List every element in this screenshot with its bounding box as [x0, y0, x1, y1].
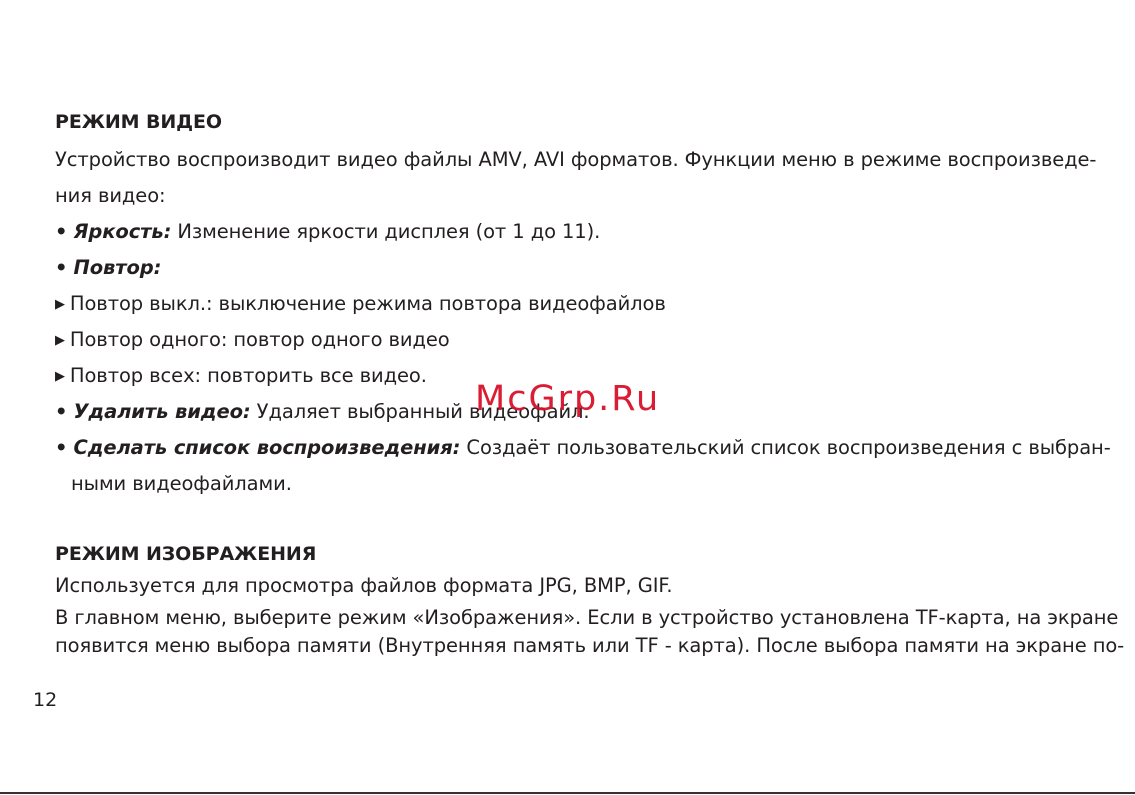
bullet: • — [55, 256, 68, 279]
repeat-off-option — [55, 292, 666, 317]
playlist-term: Сделать список воспроизведения: — [73, 436, 461, 459]
repeat-one-text: Повтор одного: повтор одного видео — [69, 328, 450, 351]
delete-term: Удалить видео: — [73, 400, 251, 423]
brightness-description: Изменение яркости дисплея (от 1 до 11). — [171, 220, 601, 243]
repeat-one-option — [55, 328, 450, 353]
repeat-item — [55, 256, 161, 280]
playlist-item — [55, 436, 1111, 460]
bottom-rule — [0, 792, 1135, 794]
bullet: • — [55, 400, 68, 423]
image-line-1: Используется для просмотра файлов формата JPG, BMP, GIF. — [55, 574, 673, 597]
bullet: • — [55, 436, 68, 459]
repeat-term: Повтор: — [73, 256, 162, 279]
repeat-off-text: Повтор выкл.: выключение режима повтора видеофайлов — [69, 292, 666, 315]
triangle-bullet-icon: ▶ — [55, 333, 65, 348]
image-line-3: появится меню выбора памяти (Внутренняя память или TF - карта). После выбора памяти на экране по- — [55, 634, 1125, 657]
video-intro-line-2: ния видео: — [55, 184, 166, 207]
page-number: 12 — [33, 689, 58, 711]
image-section-heading: РЕЖИМ ИЗОБРАЖЕНИЯ — [55, 543, 317, 565]
repeat-all-option — [55, 364, 427, 389]
playlist-continuation: ными видеофайлами. — [71, 472, 292, 495]
playlist-description: Создаёт пользовательский список воспроизведения с выбран- — [460, 436, 1111, 459]
bullet: • — [55, 220, 68, 243]
watermark: McGrp.Ru — [475, 379, 661, 419]
image-line-2: В главном меню, выберите режим «Изображения». Если в устройство установлена TF-карта, на экране — [55, 606, 1119, 629]
video-section-heading: РЕЖИМ ВИДЕО — [55, 111, 222, 133]
brightness-item — [55, 220, 600, 244]
video-intro-line-1: Устройство воспроизводит видео файлы AMV, AVI форматов. Функции меню в режиме воспроизведе- — [55, 148, 1097, 171]
delete-description: Удаляет выбранный видеофайл. — [250, 400, 590, 423]
repeat-all-text: Повтор всех: повторить все видео. — [69, 364, 427, 387]
brightness-term: Яркость: — [73, 220, 172, 243]
triangle-bullet-icon: ▶ — [55, 369, 65, 384]
triangle-bullet-icon: ▶ — [55, 297, 65, 312]
